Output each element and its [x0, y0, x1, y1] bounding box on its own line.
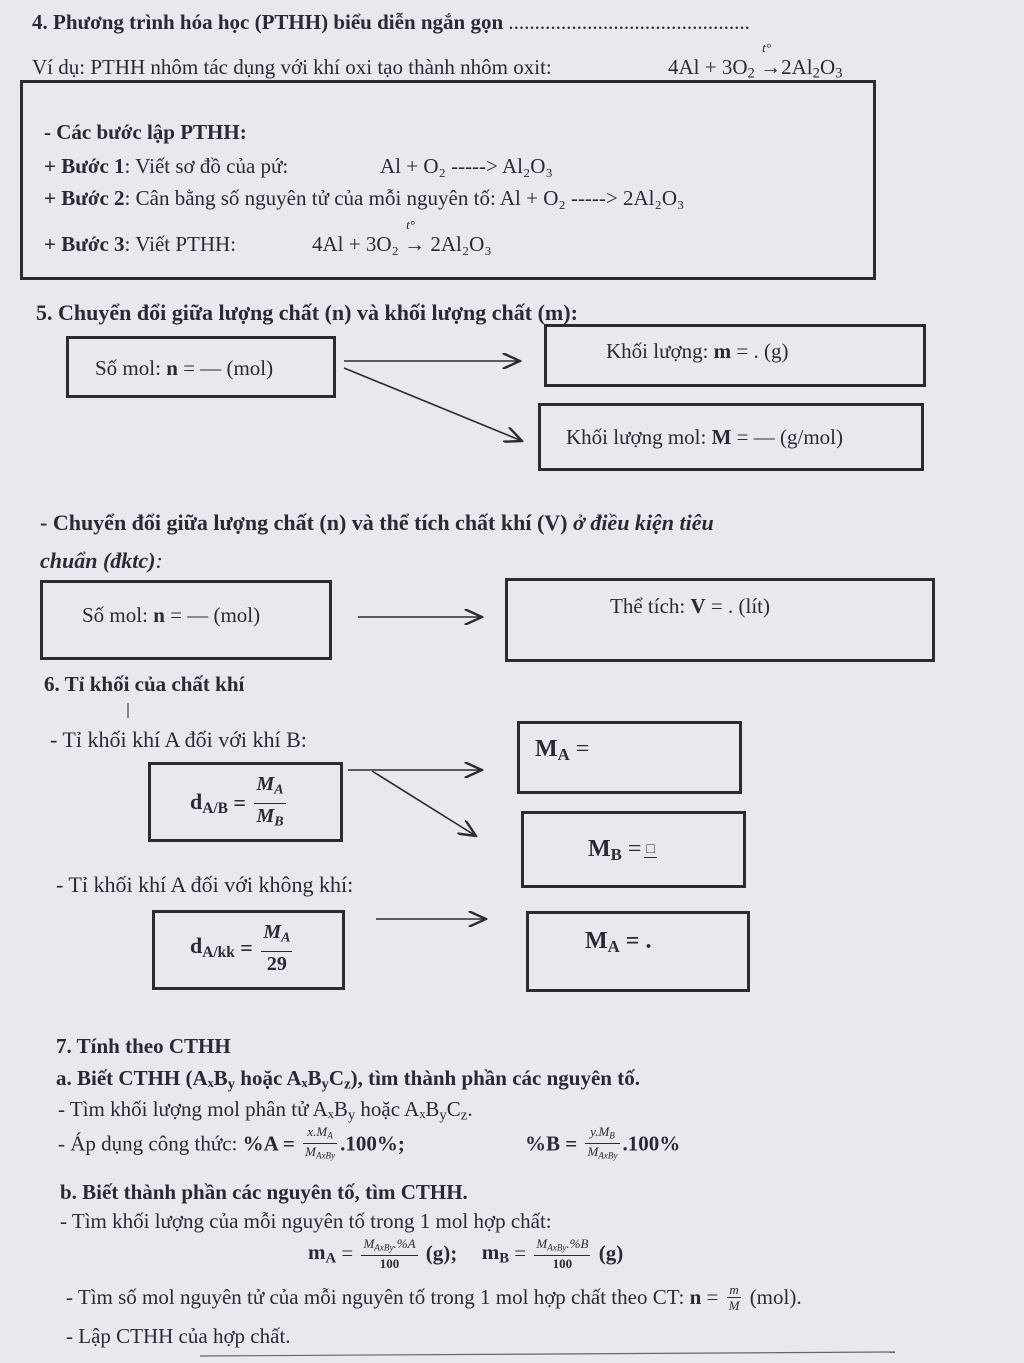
example-equation: $4Al + 3O_2$ t° $\to 2Al_2O_3$: [668, 40, 843, 82]
density-sub2: - Tỉ khối khí A đối với không khí:: [56, 872, 354, 897]
ma2-box-text: $M_A$ = .: [585, 928, 652, 957]
gas-title: - Chuyển đổi giữa lượng chất (n) và thể tích chất khí (V) ở điều kiện tiêu: [40, 510, 714, 535]
reaction-arrow: t° →: [404, 217, 426, 256]
mol-box-text: Số mol: n = — (mol): [95, 356, 274, 380]
step-3-equation: 4Al + 3O₂ t° → 2Al₂O₃: [312, 217, 492, 256]
volume-box-text: Thể tích: V = . (lít): [610, 594, 770, 618]
density-sub1: - Tỉ khối khí A đối với khí B:: [50, 727, 307, 752]
example-prefix: Ví dụ: PTHH nhôm tác dụng với khí oxi tạo thành nhôm oxit:: [32, 55, 552, 79]
step-1-equation: Al + O₂ -----> Al₂O₃: [380, 154, 553, 178]
section-7-title: 7. Tính theo CTHH: [56, 1034, 231, 1058]
mb-box-text: $M_B$ = □: [588, 836, 655, 865]
step-3: + Bước 3: Viết PTHH:: [44, 232, 237, 256]
section-7b-step2: - Tìm số mol nguyên tử của mỗi nguyên tố trong 1 mol hợp chất theo CT: n = $\frac{m}{M}$ (mol).: [66, 1282, 802, 1313]
section-7a-formula: - Áp dụng công thức: %A = $\frac{x.M_A}{M_{AxBy}}$ .100%;: [58, 1124, 405, 1161]
section-6-title: 6. Tỉ khối của chất khí: [44, 672, 245, 696]
steps-title: - Các bước lập PTHH:: [44, 120, 247, 144]
section-7b-formula: $m_A$ = $\frac{M_{AxBy}.\%A}{100}$ (g); $m_B$ = $\frac{M_{AxBy}.\%B}{100}$ (g): [308, 1236, 624, 1272]
section-7a-formula-b: %B = $\frac{y.M_B}{M_{AxBy}}$ .100%: [525, 1124, 681, 1161]
step-1: + Bước 1: Viết sơ đồ của pứ:: [44, 154, 289, 178]
section-7b-step3: - Lập CTHH của hợp chất.: [66, 1324, 291, 1348]
example-line: [32, 55, 552, 80]
ma-box-text: $M_A$ =: [535, 736, 590, 765]
gas-mol-box-text: Số mol: n = — (mol): [82, 603, 261, 627]
gas-title-line2: chuẩn (đktc):: [40, 548, 163, 573]
section-7b-step1: - Tìm khối lượng của mỗi nguyên tố trong 1 mol hợp chất:: [60, 1209, 552, 1233]
section-7a-title: a. Biết CTHH (AₓB$_y$ hoặc $A_xB_yC_z$), tìm thành phần các nguyên tố.: [56, 1066, 640, 1093]
dakk-formula: $d_{A/kk}$ = $\frac{M_A}{29}$: [190, 921, 291, 975]
section-4-title: 4. Phương trình hóa học (PTHH) biểu diễn ngắn gọn: [32, 10, 504, 34]
molar-mass-box-text: Khối lượng mol: M = — (g/mol): [566, 425, 843, 449]
mass-box-text: Khối lượng: m = . (g): [606, 339, 789, 363]
bottom-rule: [200, 1352, 895, 1356]
section-4-heading: [32, 10, 750, 35]
volume-box: [505, 578, 935, 662]
section-4-dots: ..............................................: [508, 10, 750, 34]
dab-formula: $d_{A/B}$ = $\frac{M_A}{M_B}$: [190, 773, 284, 829]
section-5-title: 5. Chuyển đổi giữa lượng chất (n) và khối lượng chất (m):: [36, 300, 578, 325]
section-7a-step1: - Tìm khối lượng mol phân tử AₓB$_y$ hoặc $A_xB_yC_z$.: [58, 1097, 473, 1124]
arrow-to-mb: [372, 771, 476, 836]
step-2: + Bước 2: Cân bằng số nguyên tử của mỗi nguyên tố: Al + O₂ -----> 2Al₂O₃: [44, 186, 685, 210]
reaction-arrow: t° →: [760, 40, 782, 79]
arrow-to-molar-mass: [344, 368, 522, 441]
section-7b-title: b. Biết thành phần các nguyên tố, tìm CTHH.: [60, 1180, 468, 1204]
